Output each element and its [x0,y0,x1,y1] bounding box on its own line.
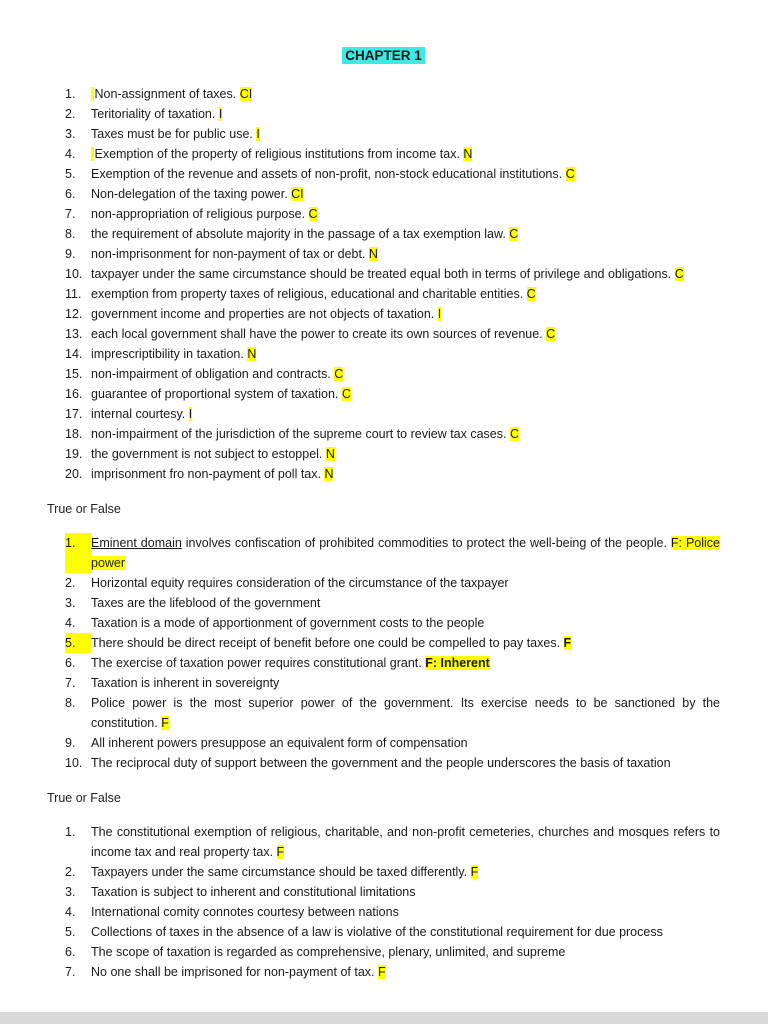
item-number: 10. [65,756,83,770]
question-text: The scope of taxation is regarded as comprehensive, plenary, unlimited, and supreme [91,945,566,959]
section-heading-true-or-false-1: True or False [47,502,121,516]
question-text: non-appropriation of religious purpose. [91,207,309,221]
list-item [65,862,720,882]
question-text: No one shall be imprisoned for non-payment of tax. [91,965,378,979]
item-number: 10. [65,267,83,281]
list-item [65,204,720,224]
item-number: 8. [65,696,76,710]
list-item [65,882,720,902]
true-false-list-1 [65,533,720,773]
answer-text: I [437,307,442,321]
item-number: 15. [65,367,83,381]
item-text [91,733,720,753]
question-text: each local government shall have the power to create its own sources of revenue. [91,327,547,341]
list-item [65,962,720,982]
item-text [91,84,720,104]
answer-text: C [509,427,519,441]
list-item [65,424,720,444]
page-gap [0,1012,768,1024]
question-text: Horizontal equity requires consideration of the circumstance of the taxpayer [91,576,509,590]
item-number: 1. [65,533,91,573]
answer-text: N [325,447,335,461]
answer-text: C [526,287,536,301]
item-text [91,673,720,693]
item-text [91,244,720,264]
answer-text: F [470,865,479,879]
list-item [65,284,720,304]
item-number: 3. [65,596,76,610]
answer-text: C [546,327,556,341]
question-text: guarantee of proportional system of taxation. [91,387,342,401]
list-item [65,384,720,404]
list-item [65,753,720,773]
item-number: 17. [65,407,83,421]
chapter-title [47,46,720,66]
item-number: 2. [65,107,76,121]
item-number: 3. [65,127,76,141]
item-number: 5. [65,633,91,653]
list-item [65,324,720,344]
item-text [91,224,720,244]
item-text [91,424,720,444]
answer-text: N [463,147,473,161]
question-text: exemption from property taxes of religious, educational and charitable entities. [91,287,527,301]
item-text [91,613,720,633]
item-text [91,104,720,124]
question-text: government income and properties are not objects of taxation. [91,307,438,321]
item-text [91,184,720,204]
answer-text: C [308,207,318,221]
answer-text: C [509,227,519,241]
item-text [91,593,720,613]
list-item [65,264,720,284]
list-item [65,573,720,593]
item-number: 6. [65,187,76,201]
item-number: 1. [65,87,76,101]
item-number: 8. [65,227,76,241]
item-number: 7. [65,207,76,221]
item-number: 18. [65,427,83,441]
answer-text: C [674,267,684,281]
answer-text: I [256,127,260,141]
answer-text: I [188,407,193,421]
list-item [65,942,720,962]
item-text [91,962,720,982]
item-number: 1. [65,825,76,839]
item-text [91,942,720,962]
item-text [91,204,720,224]
answer-text: F: Inherent [425,656,490,670]
item-number: 3. [65,885,76,899]
item-text [91,922,720,942]
question-text: Taxation is a mode of apportionment of government costs to the people [91,616,485,630]
answer-text: C [565,167,575,181]
list-item [65,364,720,384]
item-number: 7. [65,965,76,979]
item-number: 4. [65,616,76,630]
item-number: 5. [65,925,76,939]
question-text: Non-assignment of taxes. [94,87,240,101]
question-text: Eminent domain [91,536,182,550]
list-item [65,144,720,164]
item-number: 20. [65,467,83,481]
item-text [91,364,720,384]
answer-text: F: Police power [91,536,720,570]
answer-text: F [276,845,285,859]
question-text: imprescriptibility in taxation. [91,347,248,361]
item-number: 11. [65,287,82,301]
item-text [91,404,720,424]
item-text [91,882,720,902]
question-text: The constitutional exemption of religious, charitable, and non-profit cemeteries, churches and mosques refers to income tax and real property tax. [91,825,720,859]
item-text [91,164,720,184]
item-text [91,653,720,673]
answer-text: CI [239,87,253,101]
item-text [91,902,720,922]
list-item [65,224,720,244]
question-text: internal courtesy. [91,407,189,421]
item-text [91,822,720,862]
item-number: 2. [65,865,76,879]
item-number: 14. [65,347,83,361]
question-text: non-impairment of obligation and contracts. [91,367,335,381]
item-text [91,144,720,164]
item-number: 9. [65,247,76,261]
question-text: Taxpayers under the same circumstance should be taxed differently. [91,865,471,879]
list-item [65,673,720,693]
item-text [91,533,720,573]
answer-text: C [334,367,344,381]
section-heading-true-or-false-2: True or False [47,791,121,805]
question-text: Taxes must be for public use. [91,127,257,141]
question-text: Non-delegation of the taxing power. [91,187,292,201]
item-text [91,862,720,882]
question-text: Collections of taxes in the absence of a law is violative of the constitutional requirement for due process [91,925,663,939]
list-item [65,164,720,184]
item-number: 19. [65,447,83,461]
item-text [91,633,720,653]
item-text [91,264,720,284]
question-text: Police power is the most superior power of the government. Its exercise needs to be sanctioned by the constitution. [91,696,720,730]
question-text: Teritoriality of taxation. [91,107,219,121]
item-number: 5. [65,167,76,181]
item-text [91,344,720,364]
list-item [65,902,720,922]
question-text: Taxes are the lifeblood of the government [91,596,321,610]
question-text: involves confiscation of prohibited commodities to protect the well-being of the people. [181,536,671,550]
list-item [65,404,720,424]
limitations-list [65,84,720,484]
item-number: 7. [65,676,76,690]
list-item [65,633,720,653]
item-number: 16. [65,387,83,401]
list-item [65,593,720,613]
list-item [65,344,720,364]
list-item [65,653,720,673]
answer-text: N [324,467,334,481]
list-item [65,922,720,942]
list-item [65,124,720,144]
list-item [65,822,720,862]
question-text: All inherent powers presuppose an equivalent form of compensation [91,736,468,750]
list-item [65,444,720,464]
question-text: The reciprocal duty of support between the government and the people underscores the basis of taxation [91,756,671,770]
question-text: non-imprisonment for non-payment of tax or debt. [91,247,369,261]
item-text [91,573,720,593]
list-item [65,613,720,633]
item-number: 4. [65,147,76,161]
item-text [91,464,720,484]
question-text: Exemption of the revenue and assets of non-profit, non-stock educational institutions. [91,167,566,181]
list-item [65,733,720,753]
list-item [65,104,720,124]
list-item [65,184,720,204]
list-item [65,464,720,484]
question-text: taxpayer under the same circumstance should be treated equal both in terms of privilege and obligations. [91,267,675,281]
answer-text: F [563,636,572,650]
question-text: Exemption of the property of religious institutions from income tax. [94,147,464,161]
list-item [65,244,720,264]
item-number: 12. [65,307,83,321]
answer-text: N [368,247,378,261]
answer-text: F [377,965,386,979]
item-number: 13. [65,327,83,341]
question-text: Taxation is inherent in sovereignty [91,676,280,690]
question-text: the government is not subject to estoppel. [91,447,326,461]
item-number: 6. [65,656,76,670]
answer-text: CI [291,187,304,201]
item-text [91,444,720,464]
list-item [65,693,720,733]
item-text [91,693,720,733]
item-number: 9. [65,736,76,750]
item-text [91,384,720,404]
list-item [65,304,720,324]
question-text: imprisonment fro non-payment of poll tax. [91,467,325,481]
question-text: International comity connotes courtesy between nations [91,905,399,919]
answer-text: N [247,347,257,361]
answer-text: I [218,107,223,121]
question-text: the requirement of absolute majority in the passage of a tax exemption law. [91,227,510,241]
answer-text: F [161,716,169,730]
item-text [91,124,720,144]
item-text [91,284,720,304]
chapter-title-text: CHAPTER 1 [342,47,425,64]
item-text [91,304,720,324]
question-text: Taxation is subject to inherent and constitutional limitations [91,885,416,899]
answer-text: C [341,387,351,401]
list-item [65,84,720,104]
item-text [91,324,720,344]
list-item [65,533,720,573]
question-text: non-impairment of the jurisdiction of the supreme court to review tax cases. [91,427,510,441]
question-text: The exercise of taxation power requires constitutional grant. [91,656,426,670]
item-number: 6. [65,945,76,959]
item-number: 2. [65,576,76,590]
question-text: There should be direct receipt of benefit before one could be compelled to pay taxes. [91,636,564,650]
item-number: 4. [65,905,76,919]
item-text [91,753,720,773]
true-false-list-2 [65,822,720,982]
